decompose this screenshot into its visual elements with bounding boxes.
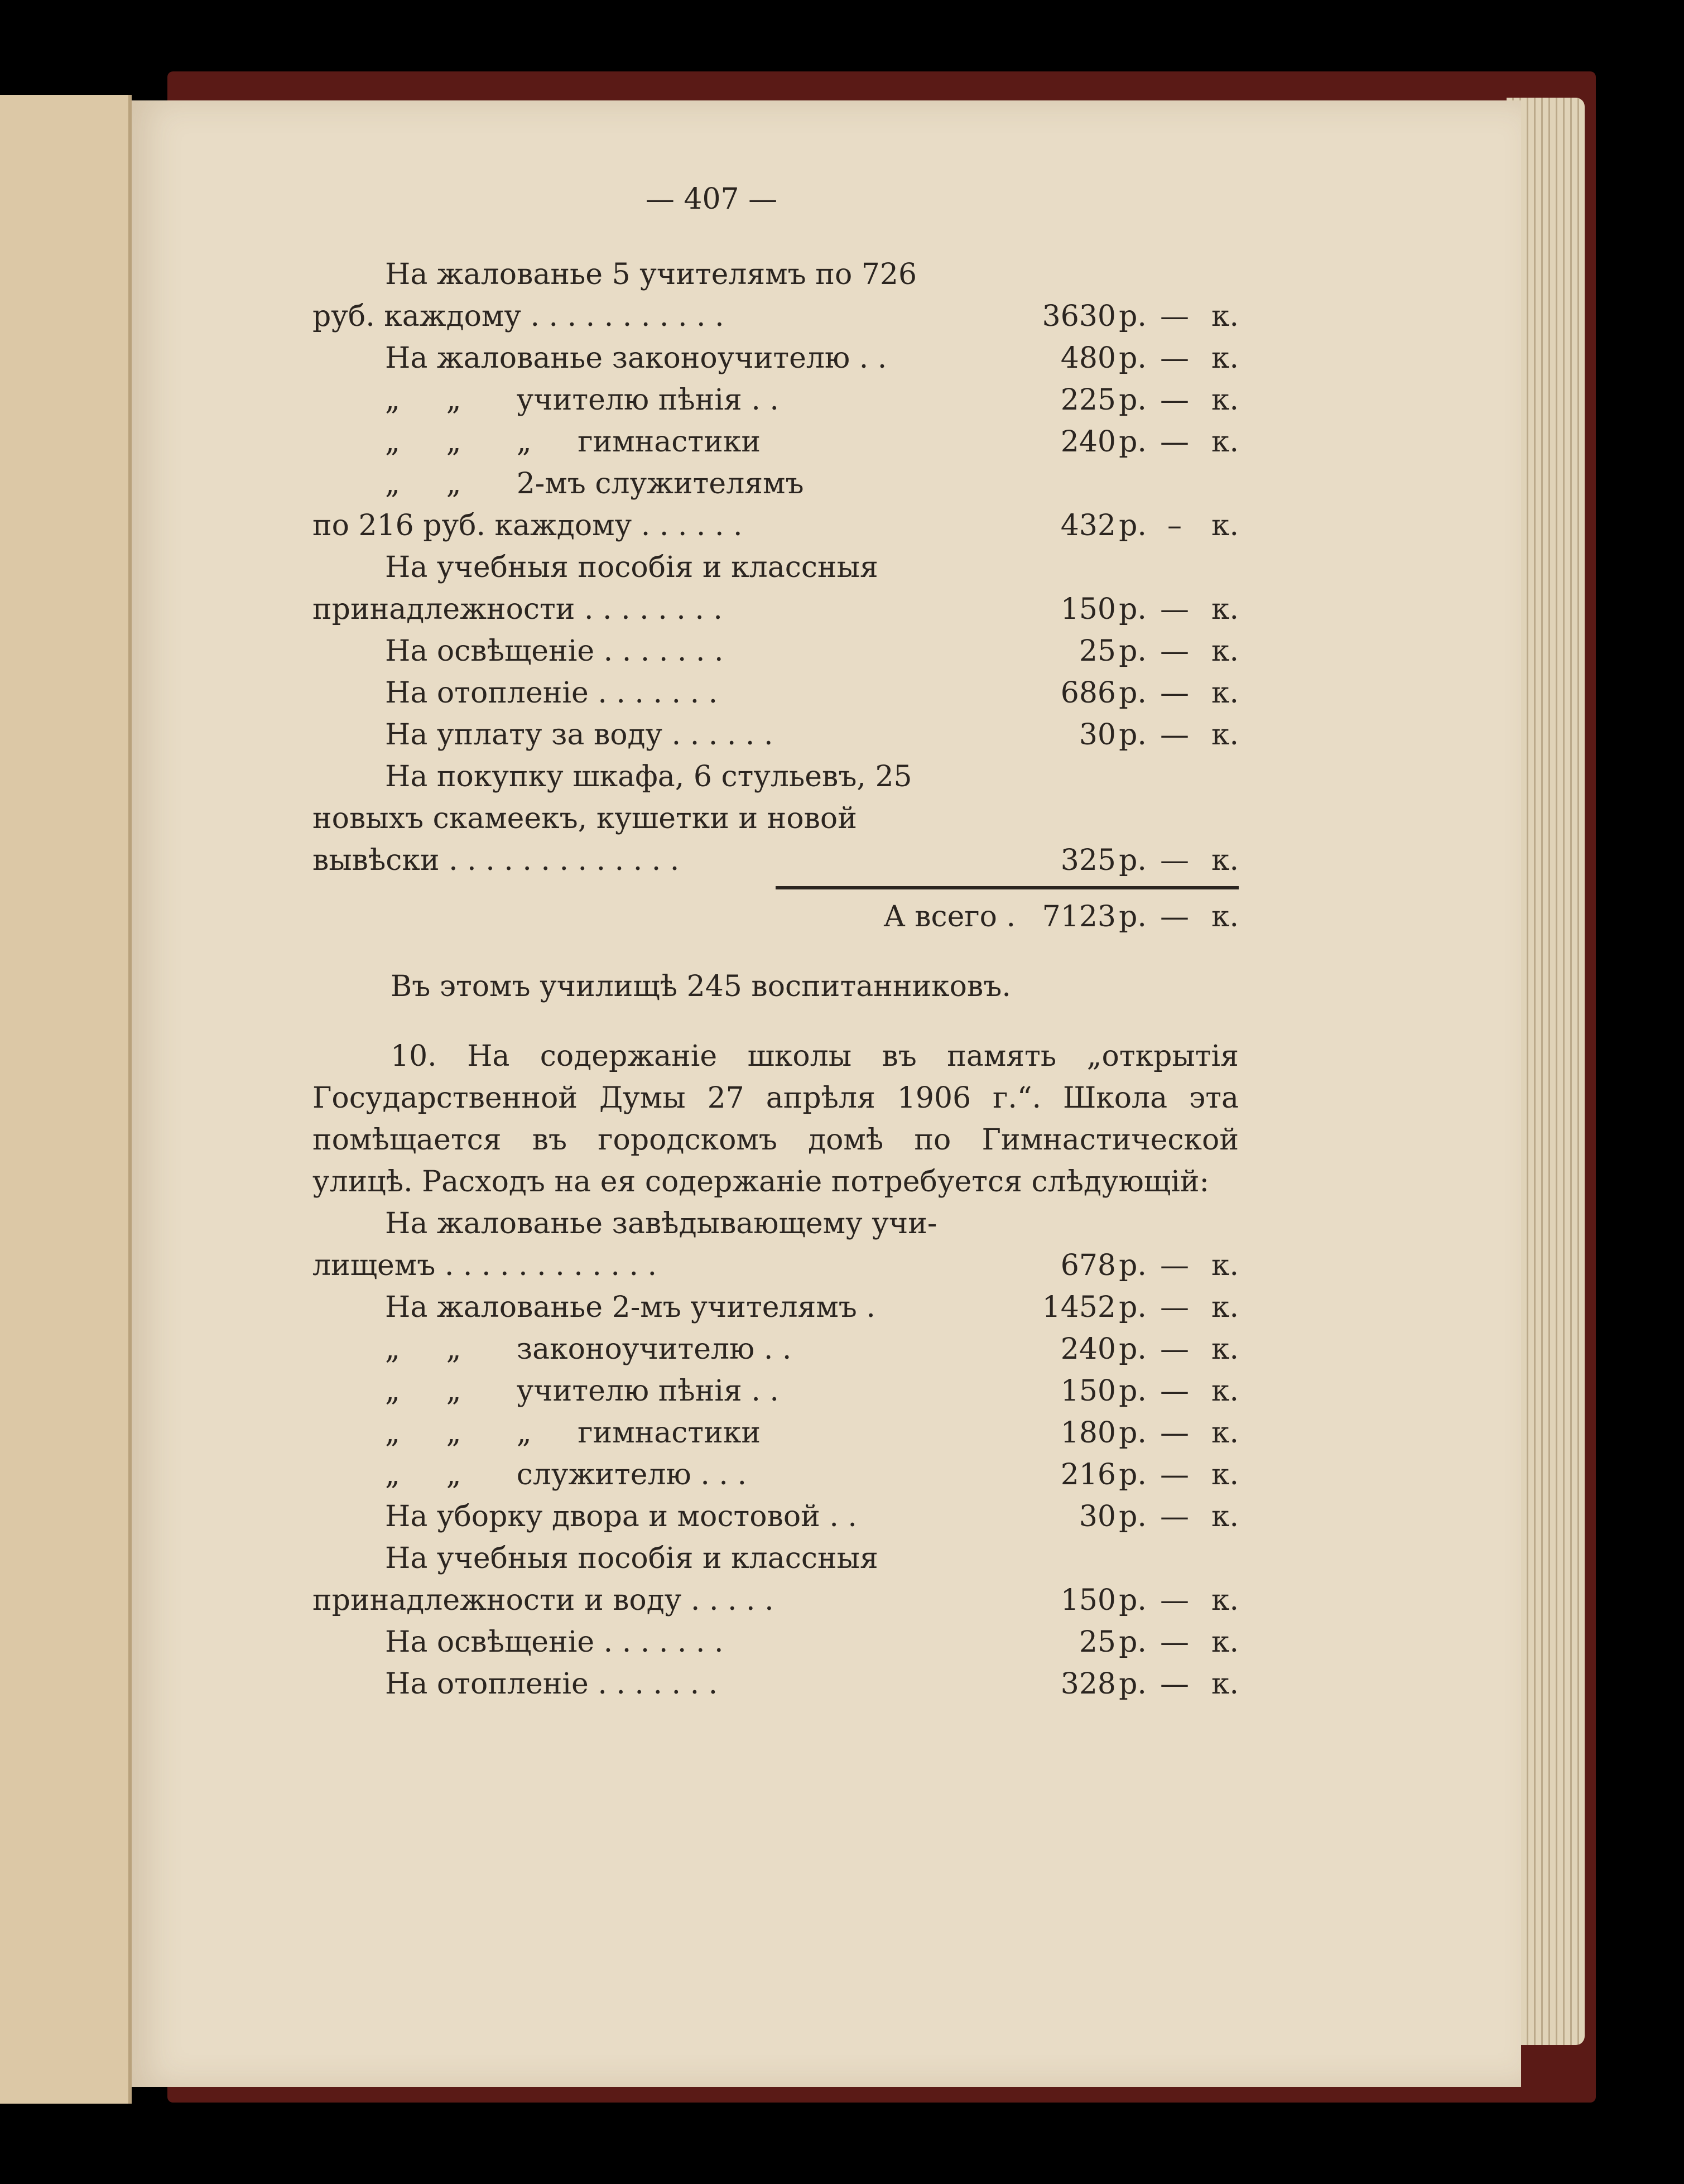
total-kop: к. — [1211, 900, 1239, 934]
row-rub: р. — [1119, 718, 1147, 752]
row-dash: — — [1160, 383, 1189, 417]
expense-row — [312, 463, 1239, 505]
row-kop: к. — [1211, 1374, 1239, 1408]
row-text: „ „ служителю . . . — [385, 1458, 747, 1492]
row-text: На уплату за воду . . . . . . — [385, 718, 773, 752]
row-text: На отопленіе . . . . . . . — [385, 676, 718, 710]
total-rub: р. — [1119, 900, 1147, 934]
row-text: На учебныя пособія и классныя — [385, 551, 878, 584]
row-text: На жалованье законоучителю . . — [385, 341, 887, 375]
row-dash: — — [1160, 341, 1189, 375]
row-dash: — — [1160, 1584, 1189, 1617]
row-rub: р. — [1119, 844, 1147, 877]
row-kop: к. — [1211, 1667, 1239, 1701]
row-amount: 325 — [1060, 844, 1116, 877]
expense-row — [312, 714, 1239, 756]
row-amount: 25 — [1079, 1625, 1116, 1659]
row-amount: 1452 — [1042, 1291, 1116, 1324]
expense-row — [312, 254, 1239, 296]
row-text: лищемъ . . . . . . . . . . . . — [312, 1249, 657, 1282]
row-amount: 150 — [1060, 593, 1116, 626]
expense-row — [312, 840, 1239, 882]
row-amount: 216 — [1060, 1458, 1116, 1492]
row-text: На освѣщеніе . . . . . . . — [385, 634, 724, 668]
row-kop: к. — [1211, 1584, 1239, 1617]
row-amount: 240 — [1060, 1332, 1116, 1366]
expense-row — [312, 421, 1239, 463]
expense-row — [312, 798, 1239, 840]
expense-row — [312, 1496, 1239, 1538]
expense-row — [312, 1287, 1239, 1329]
row-text: „ „ „ гимнастики — [385, 1416, 761, 1450]
row-rub: р. — [1119, 1249, 1147, 1282]
row-amount: 686 — [1060, 676, 1116, 710]
expense-row — [312, 631, 1239, 672]
row-rub: р. — [1119, 634, 1147, 668]
row-kop: к. — [1211, 1291, 1239, 1324]
row-dash: — — [1160, 1500, 1189, 1533]
total-row — [312, 896, 1239, 938]
row-amount: 678 — [1060, 1249, 1116, 1282]
row-text: „ „ законоучителю . . — [385, 1332, 792, 1366]
row-amount: 3630 — [1042, 300, 1116, 333]
row-rub: р. — [1119, 1625, 1147, 1659]
expense-row — [312, 1245, 1239, 1287]
row-kop: к. — [1211, 676, 1239, 710]
row-rub: р. — [1119, 300, 1147, 333]
row-amount: 240 — [1060, 425, 1116, 459]
row-dash: — — [1160, 718, 1189, 752]
row-kop: к. — [1211, 1332, 1239, 1366]
row-text: вывѣски . . . . . . . . . . . . . — [312, 844, 680, 877]
row-dash: — — [1160, 300, 1189, 333]
row-dash: — — [1160, 1332, 1189, 1366]
row-kop: к. — [1211, 341, 1239, 375]
row-kop: к. — [1211, 425, 1239, 459]
row-kop: к. — [1211, 718, 1239, 752]
row-dash: — — [1160, 1291, 1189, 1324]
total-rule — [776, 886, 1239, 889]
row-rub: р. — [1119, 1332, 1147, 1366]
expense-row — [312, 338, 1239, 379]
row-rub: р. — [1119, 1500, 1147, 1533]
row-text: принадлежности . . . . . . . . — [312, 593, 723, 626]
expense-row — [312, 1622, 1239, 1663]
row-kop: к. — [1211, 593, 1239, 626]
row-kop: к. — [1211, 1458, 1239, 1492]
expense-table-2 — [312, 1203, 1239, 1705]
row-text: На покупку шкафа, 6 стульевъ, 25 — [385, 760, 912, 793]
row-kop: к. — [1211, 634, 1239, 668]
row-amount: 30 — [1079, 718, 1116, 752]
row-text: принадлежности и воду . . . . . — [312, 1584, 774, 1617]
page-content — [312, 179, 1239, 1705]
row-rub: р. — [1119, 1291, 1147, 1324]
row-text: „ „ учителю пѣнія . . — [385, 1374, 779, 1408]
row-dash: — — [1160, 1249, 1189, 1282]
row-text: На освѣщеніе . . . . . . . — [385, 1625, 724, 1659]
expense-row — [312, 672, 1239, 714]
row-kop: к. — [1211, 509, 1239, 542]
expense-row — [312, 547, 1239, 589]
expense-row — [312, 1370, 1239, 1412]
expense-row — [312, 1412, 1239, 1454]
row-text: На учебныя пособія и классныя — [385, 1542, 878, 1575]
row-text: На жалованье 2-мъ учителямъ . — [385, 1291, 875, 1324]
row-text: по 216 руб. каждому . . . . . . — [312, 509, 743, 542]
row-text: На уборку двора и мостовой . . — [385, 1500, 857, 1533]
row-amount: 432 — [1060, 509, 1116, 542]
row-amount: 30 — [1079, 1500, 1116, 1533]
page-number: — 407 — — [645, 182, 778, 216]
row-text: „ „ „ гимнастики — [385, 425, 761, 459]
expense-row — [312, 1580, 1239, 1622]
row-dash: — — [1160, 1374, 1189, 1408]
total-amount: 7123 — [1042, 900, 1116, 934]
paragraph-10: 10. На содержаніе школы въ память „открытія Государственной Думы 27 апрѣля 1906 г.“. Школа эта помѣщается въ городскомъ домѣ по Гимнастической улицѣ. Расходъ на ея содержаніе потребуется слѣдующій: — [312, 1040, 1239, 1199]
row-kop: к. — [1211, 383, 1239, 417]
left-page-edge — [0, 95, 132, 2104]
expense-row — [312, 1663, 1239, 1705]
row-dash: — — [1160, 1416, 1189, 1450]
row-dash: – — [1167, 509, 1182, 542]
row-dash: — — [1160, 676, 1189, 710]
expense-row — [312, 1454, 1239, 1496]
row-dash: — — [1160, 1667, 1189, 1701]
row-kop: к. — [1211, 844, 1239, 877]
row-rub: р. — [1119, 1374, 1147, 1408]
row-rub: р. — [1119, 1458, 1147, 1492]
row-kop: к. — [1211, 1625, 1239, 1659]
row-amount: 25 — [1079, 634, 1116, 668]
row-dash: — — [1160, 844, 1189, 877]
pupils-line: Въ этомъ училищѣ 245 воспитанниковъ. — [391, 970, 1011, 1003]
expense-row — [312, 1538, 1239, 1580]
total-label: А всего . — [883, 900, 1016, 934]
row-text: На жалованье 5 учителямъ по 726 — [385, 258, 917, 291]
row-rub: р. — [1119, 1584, 1147, 1617]
row-kop: к. — [1211, 300, 1239, 333]
row-dash: — — [1160, 1625, 1189, 1659]
row-text: „ „ 2-мъ служителямъ — [385, 467, 804, 501]
total-dash: — — [1160, 900, 1189, 934]
row-kop: к. — [1211, 1500, 1239, 1533]
row-text: новыхъ скамеекъ, кушетки и новой — [312, 802, 857, 835]
expense-table-1 — [312, 254, 1239, 882]
row-dash: — — [1160, 634, 1189, 668]
row-amount: 480 — [1060, 341, 1116, 375]
row-kop: к. — [1211, 1249, 1239, 1282]
row-text: „ „ учителю пѣнія . . — [385, 383, 779, 417]
expense-row — [312, 756, 1239, 798]
row-amount: 225 — [1060, 383, 1116, 417]
row-text: На жалованье завѣдывающему учи- — [385, 1207, 937, 1240]
expense-row — [312, 296, 1239, 338]
row-dash: — — [1160, 425, 1189, 459]
row-amount: 150 — [1060, 1584, 1116, 1617]
expense-row — [312, 1329, 1239, 1370]
row-amount: 150 — [1060, 1374, 1116, 1408]
row-amount: 328 — [1060, 1667, 1116, 1701]
row-rub: р. — [1119, 425, 1147, 459]
expense-row — [312, 589, 1239, 631]
row-rub: р. — [1119, 593, 1147, 626]
row-text: руб. каждому . . . . . . . . . . . — [312, 300, 724, 333]
row-dash: — — [1160, 1458, 1189, 1492]
row-rub: р. — [1119, 341, 1147, 375]
row-amount: 180 — [1060, 1416, 1116, 1450]
expense-row — [312, 379, 1239, 421]
row-kop: к. — [1211, 1416, 1239, 1450]
row-dash: — — [1160, 593, 1189, 626]
expense-row — [312, 1203, 1239, 1245]
row-rub: р. — [1119, 1416, 1147, 1450]
row-rub: р. — [1119, 383, 1147, 417]
row-rub: р. — [1119, 509, 1147, 542]
row-rub: р. — [1119, 676, 1147, 710]
row-text: На отопленіе . . . . . . . — [385, 1667, 718, 1701]
expense-row — [312, 505, 1239, 547]
row-rub: р. — [1119, 1667, 1147, 1701]
